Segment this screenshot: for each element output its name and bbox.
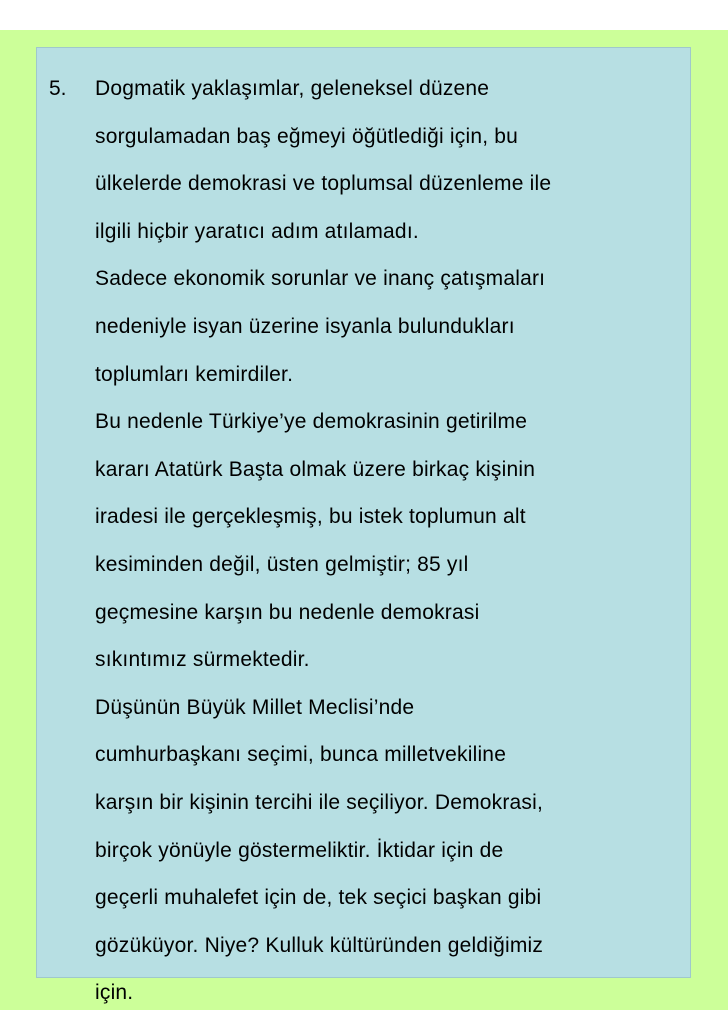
text-line: geçerli muhalefet için de, tek seçici başkan gibi [95,886,542,910]
text-line: ülkelerde demokrasi ve toplumsal düzenleme ile [95,172,552,196]
text-line: kesiminden değil, üsten gelmiştir; 85 yıl [95,552,469,576]
text-line: Düşünün Büyük Millet Meclisi’nde [95,695,415,719]
text-line: birçok yönüyle göstermeliktir. İktidar için de [95,838,504,862]
text-line: iradesi ile gerçekleşmiş, bu istek toplumun alt [95,505,526,529]
text-line: sorgulamadan baş eğmeyi öğütlediği için, bu [95,124,519,148]
text-line: Bu nedenle Türkiye’ye demokrasinin getirilme [95,410,528,434]
text-line: toplumları kemirdiler. [95,362,294,386]
text-line: gözüküyor. Niye? Kulluk kültüründen geldiğimiz [95,933,544,957]
item-number: 5. [49,77,67,100]
text-line: Sadece ekonomik sorunlar ve inanç çatışmaları [95,267,546,291]
text-line: geçmesine karşın bu nedenle demokrasi [95,600,480,624]
text-line: Dogmatik yaklaşımlar, geleneksel düzene [95,77,490,100]
text-line: cumhurbaşkanı seçimi, bunca milletvekiline [95,743,507,767]
text-line: ilgili hiçbir yaratıcı adım atılamadı. [95,219,419,243]
text-line: karşın bir kişinin tercihi ile seçiliyor. Demokrasi, [95,790,544,814]
slide-frame [0,30,728,1010]
content-box [36,47,691,1005]
text-line: sıkıntımız sürmektedir. [95,648,310,672]
text-line: için. [95,981,134,1005]
text-line: nedeniyle isyan üzerine isyanla bulundukları [95,314,515,338]
paragraph-text [95,65,685,1017]
text-line: kararı Atatürk Başta olmak üzere birkaç kişinin [95,457,536,481]
